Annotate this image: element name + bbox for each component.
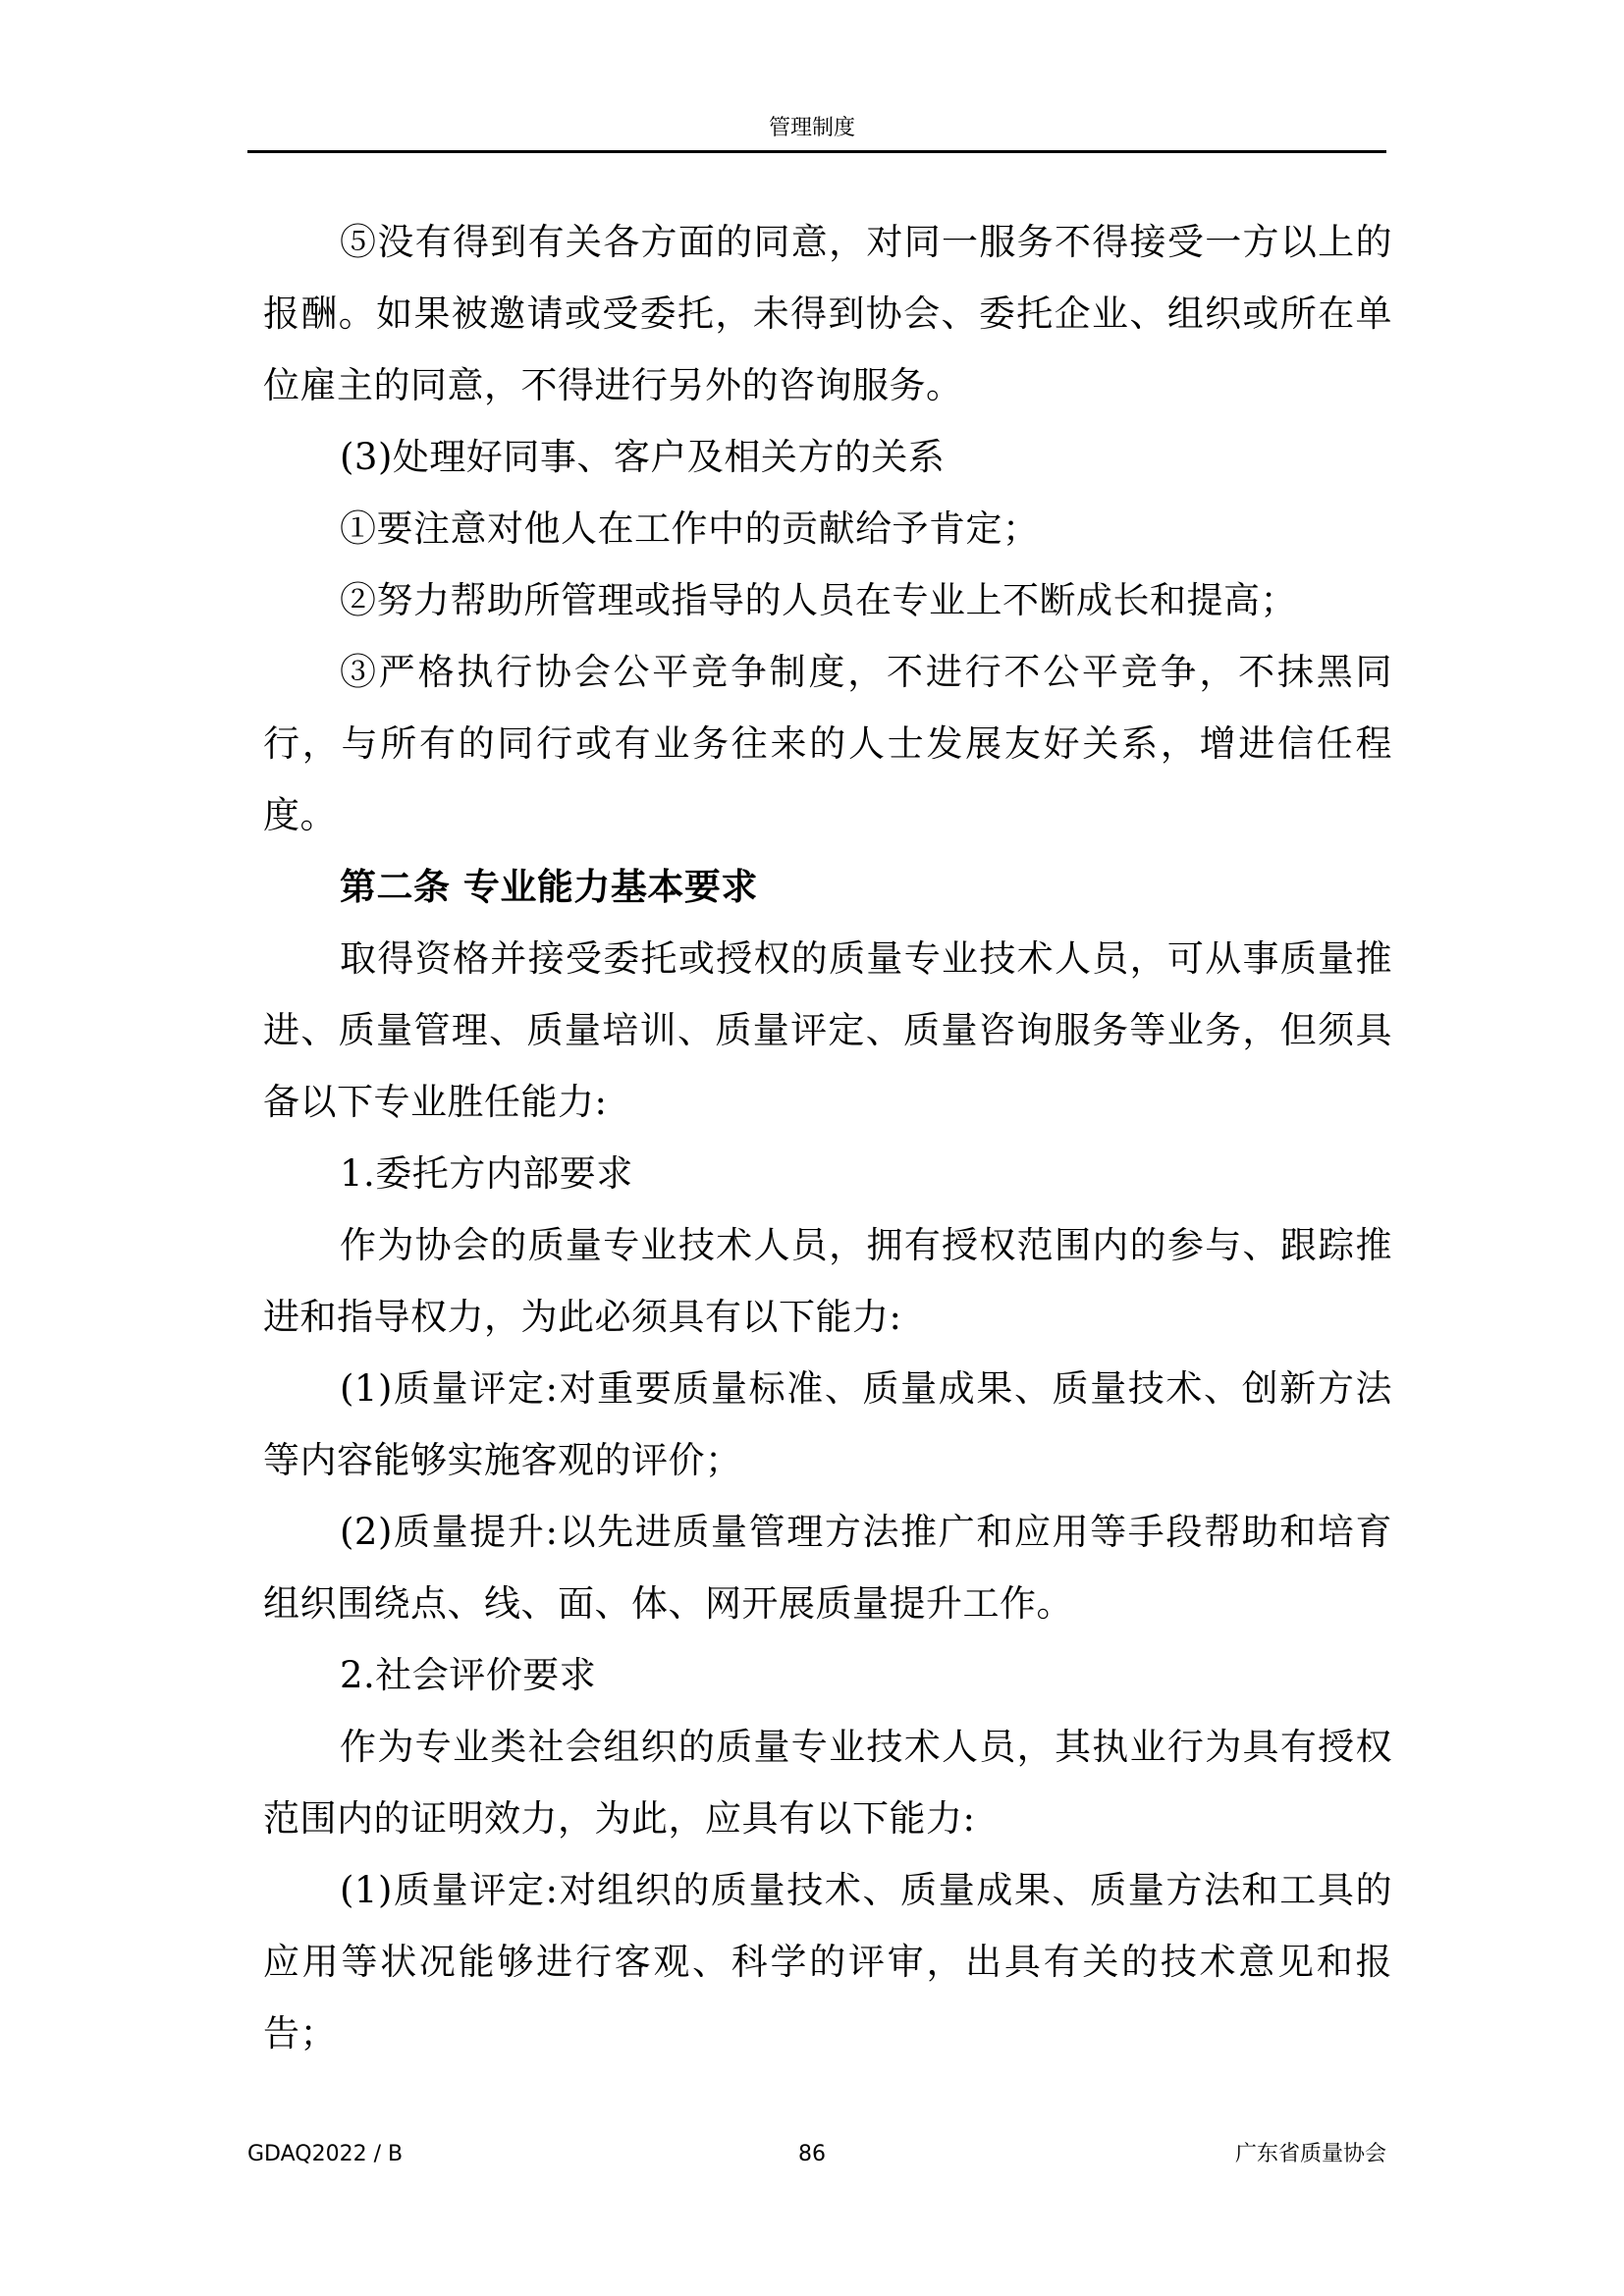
paragraph-social-evaluation: 作为专业类社会组织的质量专业技术人员，其执业行为具有授权范围内的证明效力，为此，应具有以下能力: (263, 1726, 1392, 1840)
page-header-title: 管理制度 (768, 116, 855, 140)
footer-organization: 广东省质量协会 (1234, 2142, 1386, 2166)
paragraph-competence-intro: 取得资格并接受委托或授权的质量专业技术人员，可从事质量推进、质量管理、质量培训、质量评定、质量咨询服务等业务，但须具备以下专业胜任能力: (263, 937, 1392, 1123)
header-divider (247, 150, 1386, 153)
paragraph-internal-requirements: 作为协会的质量专业技术人员，拥有授权范围内的参与、跟踪推进和指导权力，为此必须具有以下能力: (263, 1224, 1392, 1338)
footer-doc-code: GDAQ2022 / B (247, 2142, 404, 2166)
paragraph-item-3: ③严格执行协会公平竞争制度，不进行不公平竞争，不抹黑同行，与所有的同行或有业务往来的人士发展友好关系，增进信任程度。 (263, 651, 1392, 836)
paragraph-social-quality-assessment: (1)质量评定:对组织的质量技术、质量成果、质量方法和工具的应用等状况能够进行客观、科学的评审，出具有关的技术意见和报告； (263, 1869, 1392, 2055)
paragraph-relations-heading: (3)处理好同事、客户及相关方的关系 (340, 436, 946, 478)
paragraph-social-evaluation-heading: 2.社会评价要求 (340, 1654, 597, 1696)
paragraph-remuneration-rule: ⑤没有得到有关各方面的同意，对同一服务不得接受一方以上的报酬。如果被邀请或受委托，未得到协会、委托企业、组织或所在单位雇主的同意，不得进行另外的咨询服务。 (263, 221, 1392, 406)
paragraph-quality-improvement: (2)质量提升:以先进质量管理方法推广和应用等手段帮助和培育组织围绕点、线、面、体、网开展质量提升工作。 (263, 1511, 1392, 1625)
section-heading-article-2: 第二条 专业能力基本要求 (340, 866, 758, 908)
document-body (263, 206, 1392, 2069)
paragraph-quality-assessment: (1)质量评定:对重要质量标准、质量成果、质量技术、创新方法等内容能够实施客观的评价； (263, 1367, 1392, 1481)
paragraph-item-1: ①要注意对他人在工作中的贡献给予肯定； (340, 507, 1040, 550)
paragraph-internal-requirements-heading: 1.委托方内部要求 (340, 1152, 633, 1195)
paragraph-item-2: ②努力帮助所管理或指导的人员在专业上不断成长和提高； (340, 579, 1297, 621)
footer-page-number: 86 (798, 2142, 826, 2166)
